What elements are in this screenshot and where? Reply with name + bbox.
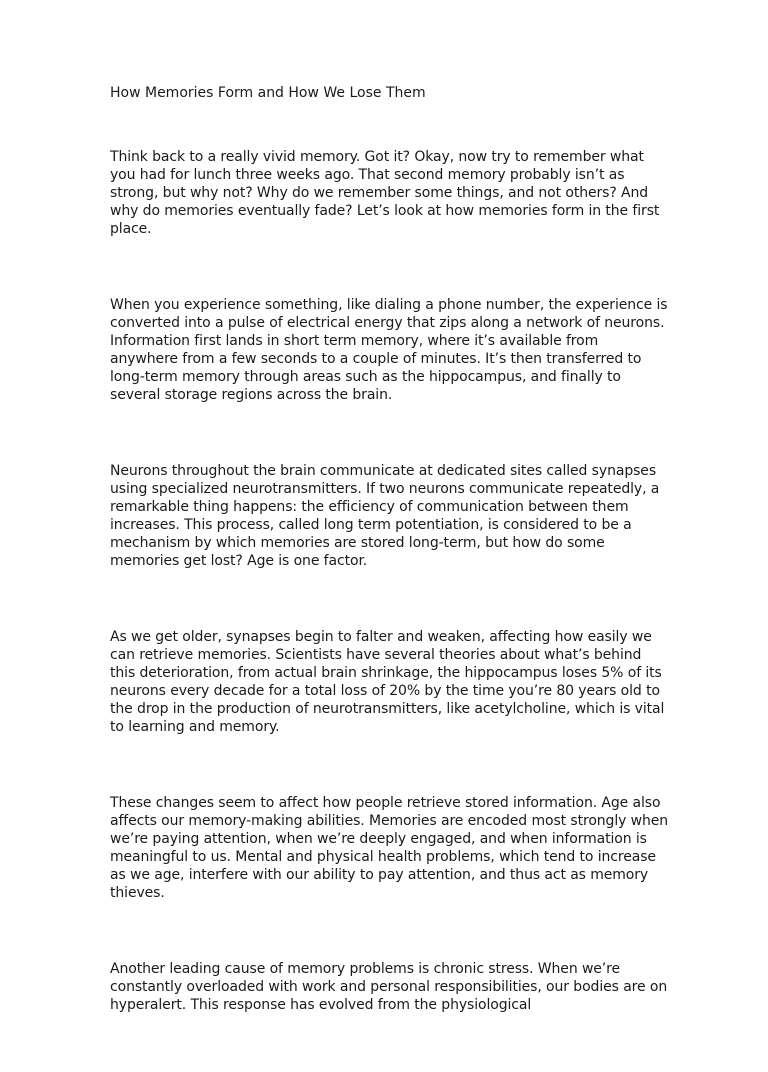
paragraph-2: When you experience something, like dialing a phone number, the experience is converted into a pulse of electrical energy that zips along a network of neurons. Information first lands in short term memory, where it’s available from anywhere from a few seconds to a couple of minutes. It’s then transferred to long-term memory through areas such as the hippocampus, and finally to several storage regions across the brain.	[110, 297, 668, 403]
paragraph-6: Another leading cause of memory problems is chronic stress. When we’re constantly overloaded with work and personal responsibilities, our bodies are on hyperalert. This response has evolved from the physiological	[110, 961, 668, 1013]
paragraph-5: These changes seem to affect how people retrieve stored information. Age also affects our memory-making abilities. Memories are encoded most strongly when we’re paying attention, when we’re deeply engaged, and when information is meaningful to us. Mental and physical health problems, which tend to increase as we age, interfere with our ability to pay attention, and thus act as memory thieves.	[110, 795, 669, 901]
paragraph-1: Think back to a really vivid memory. Got it? Okay, now try to remember what you had for lunch three weeks ago. That second memory probably isn’t as strong, but why not? Why do we remember some things, and not others? And why do memories eventually fade? Let’s look at how memories form in the first place.	[110, 149, 660, 237]
document-page	[110, 84, 670, 1072]
document-title: How Memories Form and How We Lose Them	[110, 85, 426, 101]
paragraph-4: As we get older, synapses begin to falter and weaken, affecting how easily we can retrieve memories. Scientists have several theories about what’s behind this deterioration, from actual brain shrinkage, the hippocampus loses 5% of its neurons every decade for a total loss of 20% by the time you’re 80 years old to the drop in the production of neurotransmitters, like acetylcholine, which is vital to learning and memory.	[110, 629, 665, 735]
paragraph-3: Neurons throughout the brain communicate at dedicated sites called synapses using specialized neurotransmitters. If two neurons communicate repeatedly, a remarkable thing happens: the efficiency of communication between them increases. This process, called long term potentiation, is considered to be a mechanism by which memories are stored long-term, but how do some memories get lost? Age is one factor.	[110, 463, 660, 569]
